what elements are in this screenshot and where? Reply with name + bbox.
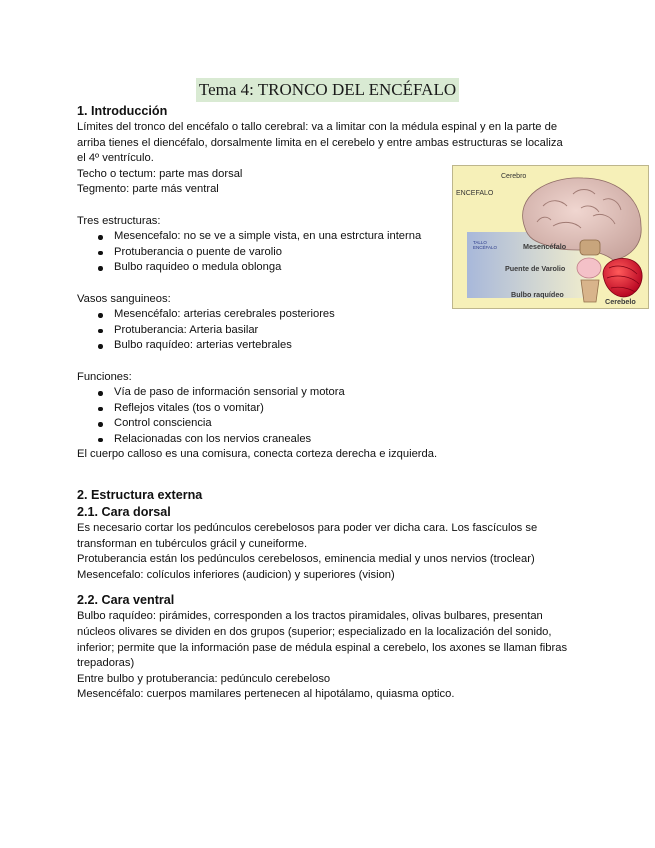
vasos-list [77,307,577,354]
cara-ventral-heading: 2.2. Cara ventral [77,593,175,608]
techo-line: Techo o tectum: parte mas dorsal [77,167,243,180]
intro-paragraph: Límites del tronco del encéfalo o tallo cerebral: va a limitar con la médula espinal y en la parte de arriba tienes el diencéfalo, dorsalmente limita en el cerebelo y entre ambas estructuras se localiza el 4º ventrículo. [77,121,563,165]
funciones-list [77,385,577,447]
label-cerebelo: Cerebelo [605,297,636,306]
ventral-paragraph-3: Mesencéfalo: cuerpos mamilares pertenecen al hipotálamo, quiasma optico. [77,688,455,701]
list-item: Reflejos vitales (tos o vomitar) [77,401,577,417]
list-item: Mesencefalo: no se ve a simple vista, en una estrctura interna [77,229,445,245]
dorsal-paragraph-2: Protuberancia están los pedúnculos cerebelosos, eminencia medial y unos nervios (troclear) [77,553,535,566]
vasos-label: Vasos sanguineos: [77,292,171,305]
list-item: Relacionadas con los nervios craneales [77,432,577,448]
label-encefalo: ENCEFALO [456,190,494,197]
list-item: Control consciencia [77,416,577,432]
list-item: Vía de paso de información sensorial y motora [77,385,577,401]
list-item: Protuberancia o puente de varolio [77,245,445,261]
brain-illustration [453,166,648,308]
label-cerebro: Cerebro [501,173,527,180]
cara-dorsal-heading: 2.1. Cara dorsal [77,505,171,520]
label-puente-varolio: Puente de Varolio [505,264,566,273]
section-1-heading: 1. Introducción [77,104,168,118]
list-item: Protuberancia: Arteria basilar [77,323,577,339]
cuerpo-calloso-line: El cuerpo calloso es una comisura, conecta corteza derecha e izquierda. [77,448,438,461]
ventral-paragraph-2: Entre bulbo y protuberancia: pedúnculo cerebeloso [77,672,331,685]
label-tallo-encefalo: TALLO ENCÉFALO [473,240,498,250]
section-2-heading: 2. Estructura externa [77,488,203,503]
brainstem-figure [452,165,649,309]
funciones-label: Funciones: [77,370,132,383]
dorsal-paragraph-1: Es necesario cortar los pedúnculos cerebelosos para poder ver dicha cara. Los fascículos se transforman en tubérculos grácil y cuneiforme. [77,522,538,550]
tres-estructuras-list [77,229,445,276]
ventral-paragraph-1: Bulbo raquídeo: pirámides, corresponden a los tractos piramidales, olivas bulbares, presentan núcleos olivares se dividen en dos grupos (superior; especializado en la localización del sonido, inferior; permite que la información pase de médula espinal a cerebelo, los axones se llaman fibras trepadoras) [77,610,568,670]
page-title: Tema 4: TRONCO DEL ENCÉFALO [196,78,459,102]
dorsal-paragraph-3: Mesencefalo: colículos inferiores (audicion) y superiores (vision) [77,568,395,581]
tres-estructuras-label: Tres estructuras: [77,214,161,227]
list-item: Bulbo raquideo o medula oblonga [77,260,445,276]
list-item: Bulbo raquídeo: arterias vertebrales [77,338,577,354]
tegmento-line: Tegmento: parte más ventral [77,183,219,196]
label-mesencefalo: Mesencéfalo [523,242,567,251]
label-bulbo-raquideo: Bulbo raquídeo [511,290,564,299]
title-wrap [0,78,655,102]
list-item: Mesencéfalo: arterias cerebrales posteriores [77,307,577,323]
